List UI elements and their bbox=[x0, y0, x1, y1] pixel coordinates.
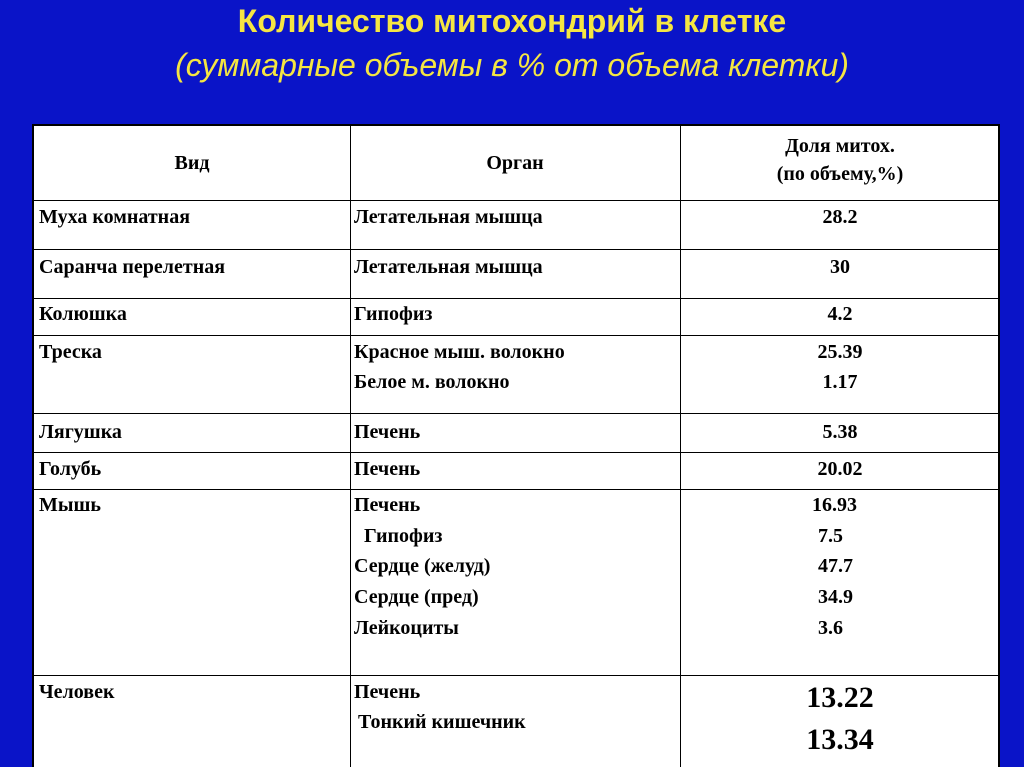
organ-cell: Печень bbox=[354, 494, 421, 516]
value-cell: 16.93 bbox=[812, 494, 857, 516]
organ-cell: Гипофиз bbox=[354, 303, 433, 325]
slide-subtitle: (суммарные объемы в % от объема клетки) bbox=[175, 47, 849, 83]
value-cell: 1.17 bbox=[822, 371, 858, 393]
row-divider bbox=[34, 413, 998, 414]
mitochondria-table bbox=[32, 124, 1000, 767]
column-divider bbox=[350, 126, 351, 767]
header-share-line1: Доля митох. bbox=[785, 135, 895, 157]
organ-cell: Летательная мышца bbox=[354, 206, 543, 228]
value-cell: 28.2 bbox=[822, 206, 858, 228]
organ-cell: Белое м. волокно bbox=[354, 371, 510, 393]
organ-cell: Печень bbox=[354, 421, 421, 443]
value-cell: 30 bbox=[830, 256, 850, 278]
species-cell: Муха комнатная bbox=[39, 206, 191, 228]
organ-cell: Тонкий кишечник bbox=[358, 711, 526, 733]
row-divider bbox=[34, 200, 998, 201]
value-cell: 25.39 bbox=[817, 341, 863, 363]
species-cell: Мышь bbox=[39, 494, 101, 516]
value-cell: 5.38 bbox=[822, 421, 858, 443]
header-species: Вид bbox=[174, 152, 210, 174]
value-cell: 7.5 bbox=[818, 525, 843, 547]
row-divider bbox=[34, 249, 998, 250]
row-divider bbox=[34, 452, 998, 453]
species-cell: Колюшка bbox=[39, 303, 127, 325]
value-cell: 20.02 bbox=[817, 458, 863, 480]
row-divider bbox=[34, 675, 998, 676]
value-cell: 13.22 bbox=[806, 681, 874, 714]
slide-title: Количество митохондрий в клетке bbox=[237, 3, 787, 39]
value-cell: 3.6 bbox=[818, 617, 843, 639]
species-cell: Саранча перелетная bbox=[39, 256, 226, 278]
species-cell: Голубь bbox=[39, 458, 102, 480]
value-cell: 4.2 bbox=[827, 303, 853, 325]
species-cell: Треска bbox=[39, 341, 102, 363]
header-share-line2: (по объему,%) bbox=[776, 163, 904, 185]
organ-cell: Печень bbox=[354, 458, 421, 480]
row-divider bbox=[34, 335, 998, 336]
species-cell: Человек bbox=[39, 681, 115, 703]
organ-cell: Печень bbox=[354, 681, 421, 703]
organ-cell: Сердце (пред) bbox=[354, 586, 479, 608]
value-cell: 13.34 bbox=[806, 723, 874, 756]
organ-cell: Лейкоциты bbox=[354, 617, 459, 639]
header-organ: Орган bbox=[486, 152, 544, 174]
organ-cell: Красное мыш. волокно bbox=[354, 341, 565, 363]
organ-cell: Летательная мышца bbox=[354, 256, 543, 278]
organ-cell: Гипофиз bbox=[364, 525, 443, 547]
value-cell: 47.7 bbox=[818, 555, 853, 577]
value-cell: 34.9 bbox=[818, 586, 853, 608]
species-cell: Лягушка bbox=[39, 421, 122, 443]
organ-cell: Сердце (желуд) bbox=[354, 555, 491, 577]
